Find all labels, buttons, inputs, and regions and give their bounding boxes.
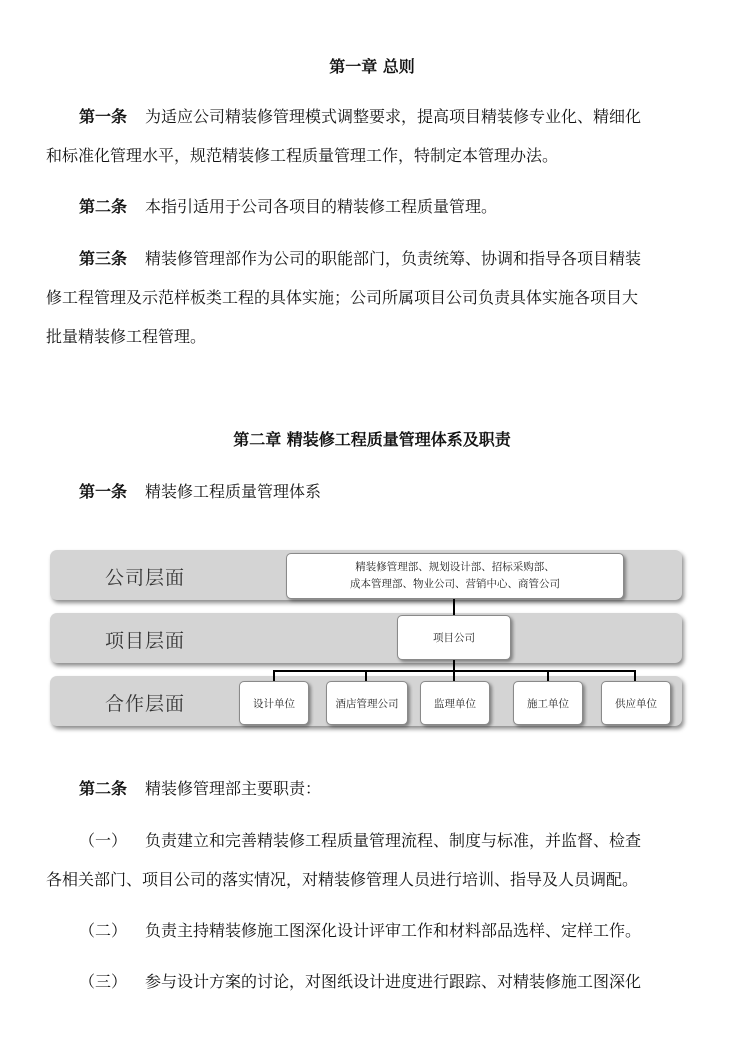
article-text: 精装修工程质量管理体系 bbox=[145, 482, 322, 501]
article-text: 精装修管理部作为公司的职能部门，负责统筹、协调和指导各项目精装 bbox=[145, 249, 642, 268]
duty-item-1 bbox=[79, 831, 641, 851]
item-text-line: 各相关部门、项目公司的落实情况，对精装修管理人员进行培训、指导及人员调配。 bbox=[46, 870, 639, 889]
ch1-article-2 bbox=[79, 197, 497, 217]
connector-line bbox=[453, 598, 455, 615]
duty-item-2 bbox=[79, 921, 641, 941]
partner-box-supervision: 监理单位 bbox=[420, 681, 490, 725]
article-label: 第二条 bbox=[79, 779, 128, 798]
ch2-article-2 bbox=[79, 779, 321, 799]
ch1-article-1 bbox=[79, 107, 641, 127]
article-text: 本指引适用于公司各项目的精装修工程质量管理。 bbox=[145, 197, 498, 216]
ch2-article-1 bbox=[79, 482, 321, 502]
article-text: 精装修管理部主要职责： bbox=[145, 779, 322, 798]
article-label: 第三条 bbox=[79, 249, 128, 268]
article-text-line: 和标准化管理水平，规范精装修工程质量管理工作，特制定本管理办法。 bbox=[46, 146, 559, 165]
layer-label-company: 公司层面 bbox=[105, 567, 186, 589]
article-text-line: 修工程管理及示范样板类工程的具体实施；公司所属项目公司负责具体实施各项目大 bbox=[46, 288, 639, 307]
chapter-1-title: 第一章 总则 bbox=[329, 57, 415, 76]
project-company-box: 项目公司 bbox=[397, 615, 511, 660]
layer-label-partner: 合作层面 bbox=[105, 693, 186, 715]
article-label: 第一条 bbox=[79, 482, 128, 501]
article-text: 为适应公司精装修管理模式调整要求，提高项目精装修专业化、精细化 bbox=[145, 107, 642, 126]
partner-box-supplier: 供应单位 bbox=[601, 681, 671, 725]
article-label: 第一条 bbox=[79, 107, 128, 126]
company-box bbox=[286, 553, 624, 599]
item-text: 参与设计方案的讨论，对图纸设计进度进行跟踪、对精装修施工图深化 bbox=[145, 972, 642, 991]
item-number: （二） bbox=[79, 921, 128, 940]
layer-label-project: 项目层面 bbox=[105, 630, 186, 652]
item-number: （三） bbox=[79, 972, 128, 991]
partner-box-design: 设计单位 bbox=[239, 681, 309, 725]
company-box-line: 成本管理部、物业公司、营销中心、商管公司 bbox=[350, 578, 560, 590]
company-box-line: 精装修管理部、规划设计部、招标采购部、 bbox=[355, 561, 555, 573]
item-text: 负责主持精装修施工图深化设计评审工作和材料部品选样、定样工作。 bbox=[145, 921, 642, 940]
partner-box-hotel: 酒店管理公司 bbox=[326, 681, 408, 725]
chapter-2-title: 第二章 精装修工程质量管理体系及职责 bbox=[233, 430, 511, 449]
article-label: 第二条 bbox=[79, 197, 128, 216]
ch1-article-3 bbox=[79, 249, 641, 269]
duty-item-3 bbox=[79, 972, 641, 992]
item-number: （一） bbox=[79, 831, 128, 850]
article-text-line: 批量精装修工程管理。 bbox=[46, 327, 207, 346]
item-text: 负责建立和完善精装修工程质量管理流程、制度与标准，并监督、检查 bbox=[145, 831, 642, 850]
partner-box-construction: 施工单位 bbox=[513, 681, 583, 725]
